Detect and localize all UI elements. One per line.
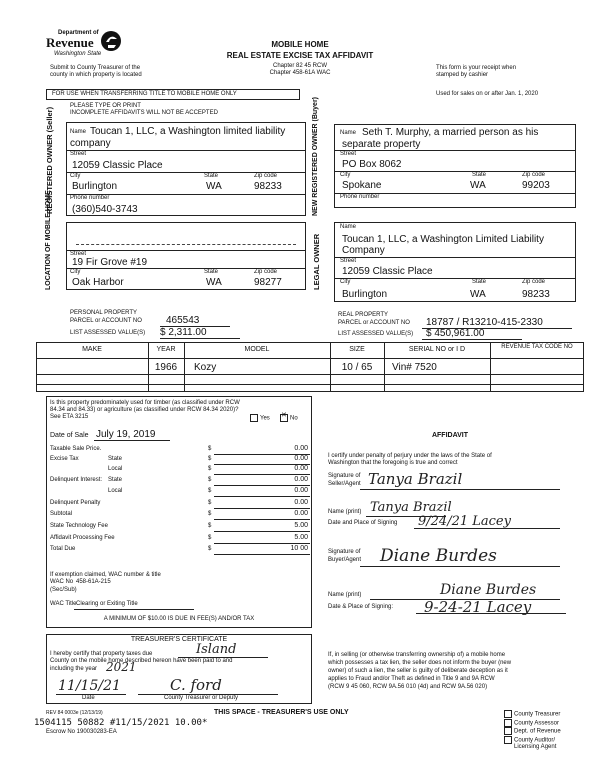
copy-county-assessor: County Assessor xyxy=(504,719,561,728)
th-make: MAKE xyxy=(82,346,102,353)
tax-line-dollar: $ xyxy=(208,546,212,552)
tax-line-value: 0.00 xyxy=(294,445,308,452)
location-zip-label: Zip code xyxy=(254,269,278,275)
seller-signature: Tanya Brazil xyxy=(368,470,463,488)
treasurer-county: Island xyxy=(196,642,237,657)
location-street: 19 Fir Grove #19 xyxy=(72,257,148,268)
tax-line-value: 10 00 xyxy=(290,545,308,552)
cell-serial: Vin# 7520 xyxy=(392,362,437,373)
buyer-state-label: State xyxy=(472,172,487,178)
buyer-state: WA xyxy=(470,180,486,191)
tax-line-rule xyxy=(214,543,310,544)
buyer-zip-label: Zip code xyxy=(522,172,546,178)
submit-instructions-1: Submit to County Treasurer of the xyxy=(50,65,141,71)
seller-zip: 98233 xyxy=(254,181,282,192)
use-when-text: FOR USE WHEN TRANSFERRING TITLE TO MOBILE HOME ONLY xyxy=(52,91,237,97)
seller-sig-label-2: Seller/Agent xyxy=(328,481,361,487)
tax-line-dollar: $ xyxy=(208,477,212,483)
buyer-city: Spokane xyxy=(342,180,382,191)
pp-label-1: PERSONAL PROPERTY xyxy=(70,310,138,316)
tax-line-label: Affidavit Processing Fee xyxy=(50,535,115,541)
tax-line-label: Taxable Sale Price. xyxy=(50,446,102,452)
tax-line-rule xyxy=(214,485,310,486)
seller-name-1: Toucan 1, LLC, a Washington limited liability xyxy=(90,126,286,137)
buyer-name-1: Seth T. Murphy, a married person as his xyxy=(362,127,539,138)
tax-line-sublabel: Local xyxy=(108,466,123,472)
chapter-rcw: Chapter 82 45 RCW xyxy=(272,63,328,69)
seller-phone-label: Phone number xyxy=(70,195,110,201)
legal-state-label: State xyxy=(472,279,487,285)
tax-line-rule xyxy=(214,519,310,520)
rp-assessed-label: LIST ASSESSED VALUE(S) xyxy=(338,331,414,337)
rev-number: REV 84 0003e (12/13/19) xyxy=(46,710,103,716)
treasurer-date-label: Date xyxy=(82,695,95,701)
incomplete-warning: INCOMPLETE AFFIDAVITS WILL NOT BE ACCEPTED xyxy=(70,110,218,116)
tax-line-sublabel: Local xyxy=(108,488,123,494)
yes-box[interactable] xyxy=(250,414,258,422)
tax-line-label: Excise Tax xyxy=(50,456,79,462)
location-zip: 98277 xyxy=(254,277,282,288)
treasurer-use-only: THIS SPACE - TREASURER'S USE ONLY xyxy=(214,709,349,716)
seller-side-label: REGISTERED OWNER (Seller) xyxy=(45,106,54,214)
treasurer-line-2: County on the mobile home described hereon have been paid to and xyxy=(50,658,233,664)
buyer-name-label: Name xyxy=(340,130,357,136)
receipt-note-2: stamped by cashier xyxy=(436,72,489,78)
cell-year: 1966 xyxy=(154,362,178,373)
used-for-date: Used for sales on or after Jan. 1, 2020 xyxy=(436,91,539,97)
tax-line-value: 5.00 xyxy=(294,522,308,529)
treasurer-line-3: including the year xyxy=(50,666,98,672)
location-street-label: Street xyxy=(70,251,87,257)
seller-date-place: 9/24/21 Lacey xyxy=(418,514,511,529)
submit-instructions-2: county in which property is located xyxy=(50,72,142,78)
tax-line-value: 5.00 xyxy=(294,534,308,541)
timber-yes-label: Yes xyxy=(260,415,270,422)
cell-size: 10 / 65 xyxy=(341,362,373,373)
form-title-2: REAL ESTATE EXCISE TAX AFFIDAVIT xyxy=(226,51,374,60)
legal-zip-label: Zip code xyxy=(522,279,546,285)
notice-line-4: applies to Fraud and/or Theft as defined in Title 9 and 9A RCW xyxy=(328,676,495,682)
buyer-name-print-label: Name (print) xyxy=(328,592,362,598)
minimum-notice: A MINIMUM OF $10.00 IS DUE IN FEE(S) AND/OR TAX xyxy=(103,616,255,622)
tax-line-label: State Technology Fee xyxy=(50,523,108,529)
affidavit-cert-2: Washington that the foregoing is true and correct xyxy=(328,460,458,466)
tax-line-rule xyxy=(214,554,310,555)
pp-label-2: PARCEL or ACCOUNT NO xyxy=(70,318,142,324)
treasurer-year: 2021 xyxy=(106,660,137,674)
tax-line-value: 0.00 xyxy=(294,465,308,472)
rp-label-2: PARCEL or ACCOUNT NO xyxy=(338,320,410,326)
copy-checkbox[interactable] xyxy=(504,710,512,718)
buyer-signature: Diane Burdes xyxy=(380,546,497,566)
legal-zip: 98233 xyxy=(522,289,550,300)
buyer-name-2: separate property xyxy=(342,139,421,150)
tax-line-dollar: $ xyxy=(208,500,212,506)
tax-line-value: 0.00 xyxy=(294,476,308,483)
legal-street-label: Street xyxy=(340,258,357,264)
notice-line-3: owner) of such a lien, the seller is guilty of deliberate deception as it xyxy=(328,668,508,674)
tax-line-dollar: $ xyxy=(208,523,212,529)
buyer-street-label: Street xyxy=(340,151,357,157)
location-side-label: LOCATION OF MOBILE HOME xyxy=(45,190,52,290)
timber-question-1: Is this property predominately used for timber (as classified under RCW xyxy=(50,400,240,406)
timber-yes-checkbox[interactable] xyxy=(250,414,270,423)
legal-city: Burlington xyxy=(342,289,388,300)
legal-name-2: Company xyxy=(342,245,385,256)
buyer-phone-label: Phone number xyxy=(340,194,380,200)
seller-zip-label: Zip code xyxy=(254,173,278,179)
buyer-side-label: NEW REGISTERED OWNER (Buyer) xyxy=(312,96,319,216)
legal-side-label: LEGAL OWNER xyxy=(312,233,321,291)
location-dashed-line xyxy=(76,244,296,245)
wac-title-value: Clearing or Exiting Title xyxy=(76,601,138,607)
seller-state-label: State xyxy=(204,173,219,179)
tax-line-sublabel: State xyxy=(108,456,123,462)
seller-name-2: company xyxy=(70,138,111,149)
escrow-number: Escrow No 190030283-EA xyxy=(46,729,117,735)
copy-checkbox[interactable] xyxy=(504,736,512,744)
seller-sig-label-1: Signature of xyxy=(328,473,361,479)
seller-name-print: Tanya Brazil xyxy=(370,500,452,515)
buyer-name-print: Diane Burdes xyxy=(440,582,537,598)
receipt-note-1: This form is your receipt when xyxy=(436,65,517,71)
form-title-1: MOBILE HOME xyxy=(271,40,329,49)
timber-no-checkbox[interactable] xyxy=(280,414,298,423)
dor-logo xyxy=(44,30,124,64)
tax-line-dollar: $ xyxy=(208,466,212,472)
revenue-logo-icon xyxy=(100,30,122,52)
logo-state: Washington State xyxy=(54,51,102,57)
rp-parcel-no: 18787 / R13210-415-2330 xyxy=(426,317,543,328)
copy-dept-revenue: Dept. of Revenue xyxy=(504,727,561,736)
tax-line-label: Subtotal xyxy=(50,511,73,517)
copy-licensing-agent: Licensing Agent xyxy=(514,744,557,751)
th-model: MODEL xyxy=(244,346,270,353)
treasurer-deputy-label: County Treasurer or Deputy xyxy=(164,695,239,701)
legal-city-label: City xyxy=(340,279,351,285)
location-state: WA xyxy=(206,277,222,288)
treasurer-line-1: I hereby certify that property taxes due xyxy=(50,651,153,657)
chapter-wac: Chapter 458-61A WAC xyxy=(269,70,331,76)
seller-state: WA xyxy=(206,181,222,192)
legal-name-label: Name xyxy=(340,224,357,230)
treasurer-date: 11/15/21 xyxy=(58,678,121,694)
logo-revenue: Revenue xyxy=(46,35,94,50)
tax-line-rule xyxy=(214,474,310,475)
cell-model: Kozy xyxy=(194,362,217,373)
tax-line-dollar: $ xyxy=(208,446,212,452)
date-of-sale-label: Date of Sale xyxy=(50,432,89,439)
wac-no-label: WAC No xyxy=(50,579,74,585)
copy-county-auditor: County Auditor/ xyxy=(504,736,561,745)
affidavit-title: AFFIDAVIT xyxy=(431,432,469,439)
timber-no-label: No xyxy=(290,415,298,422)
buyer-sig-label-1: Signature of xyxy=(328,549,361,555)
pp-parcel-no: 465543 xyxy=(166,315,200,326)
buyer-sig-label-2: Buyer/Agent xyxy=(328,557,362,563)
copy-county-treasurer: County Treasurer xyxy=(504,710,561,719)
seller-date-place-label: Date and Place of Signing xyxy=(328,520,398,526)
treasurer-title: TREASURER'S CERTIFICATE xyxy=(130,636,228,643)
th-size: SIZE xyxy=(349,346,365,353)
timber-question-3: See ETA 3215 xyxy=(50,414,89,420)
exempt-label: If exemption claimed, WAC number & title xyxy=(50,572,161,578)
tax-line-dollar: $ xyxy=(208,535,212,541)
wac-title-label: WAC Title xyxy=(50,601,77,607)
legal-street: 12059 Classic Place xyxy=(342,266,433,277)
tax-line-value: 0.00 xyxy=(294,499,308,506)
rp-assessed-value: $ 450,961.00 xyxy=(426,328,485,339)
tax-line-dollar: $ xyxy=(208,456,212,462)
seller-phone: (360)540-3743 xyxy=(72,204,138,215)
logo-dept-line: Department of xyxy=(58,30,99,36)
seller-street-label: Street xyxy=(70,151,87,157)
tax-line-rule xyxy=(214,531,310,532)
tax-line-sublabel: State xyxy=(108,477,123,483)
no-box-checked[interactable]: ✕ xyxy=(280,414,288,422)
copy-checkbox[interactable] xyxy=(504,727,512,735)
buyer-city-label: City xyxy=(340,172,351,178)
buyer-date-place-label: Date & Place of Signing: xyxy=(328,604,394,610)
tax-line-dollar: $ xyxy=(208,511,212,517)
receipt-stamp: 1504115 50882 #11/15/2021 10.00* xyxy=(34,718,208,728)
location-city-label: City xyxy=(70,269,81,275)
date-of-sale: July 19, 2019 xyxy=(96,429,156,440)
notice-line-5: (RCW 9 45 060, RCW 9A.56 010 (4d) and RCW 9A.56 020) xyxy=(328,684,488,690)
th-revenue-code: REVENUE TAX CODE NO xyxy=(501,344,573,350)
tax-line-label: Delinquent Interest: xyxy=(50,477,103,483)
timber-question-2: 84.34 and 84.33) or agriculture (as classified under RCW 84.34 2020)? xyxy=(50,407,239,413)
affidavit-cert-1: I certify under penalty of perjury under the laws of the State of xyxy=(328,453,492,459)
tax-line-dollar: $ xyxy=(208,488,212,494)
th-serial: SERIAL NO or I D xyxy=(408,346,466,353)
notice-line-1: If, in selling (or otherwise transferring ownership of) a mobile home xyxy=(328,652,506,658)
tax-line-label: Total Due xyxy=(50,546,76,552)
rp-label-1: REAL PROPERTY xyxy=(338,312,389,318)
seller-city: Burlington xyxy=(72,181,118,192)
copy-checkbox[interactable] xyxy=(504,719,512,727)
pp-assessed-label: LIST ASSESSED VALUE(S) xyxy=(70,330,146,336)
pp-assessed-value: $ 2,311.00 xyxy=(160,327,207,338)
seller-name-label: Name xyxy=(70,129,87,135)
sec-sub-label: (Sec/Sub) xyxy=(50,587,77,593)
tax-line-rule xyxy=(214,496,310,497)
th-year: YEAR xyxy=(156,346,176,353)
tax-line-value: 0.00 xyxy=(294,455,308,462)
tax-line-rule xyxy=(214,508,310,509)
seller-city-label: City xyxy=(70,173,81,179)
buyer-zip: 99203 xyxy=(522,180,550,191)
tax-line-value: 0.00 xyxy=(294,510,308,517)
legal-name-1: Toucan 1, LLC, a Washington Limited Liability xyxy=(342,234,544,245)
buyer-street: PO Box 8062 xyxy=(342,159,402,170)
distribution-list xyxy=(504,710,561,751)
legal-state: WA xyxy=(470,289,486,300)
wac-no-value: 458-61A-215 xyxy=(76,579,111,585)
buyer-date-place: 9-24-21 Lacey xyxy=(424,598,532,616)
tax-line-value: 0.00 xyxy=(294,487,308,494)
location-state-label: State xyxy=(204,269,219,275)
notice-line-2: which possesses a tax lien, the seller does not inform the buyer (new xyxy=(328,660,512,666)
treasurer-signature: C. ford xyxy=(170,676,222,694)
type-or-print: PLEASE TYPE OR PRINT xyxy=(70,103,141,109)
tax-line-label: Delinquent Penalty xyxy=(50,500,101,506)
location-city: Oak Harbor xyxy=(72,277,124,288)
seller-name-print-label: Name (print) xyxy=(328,509,362,515)
seller-street: 12059 Classic Place xyxy=(72,160,163,171)
